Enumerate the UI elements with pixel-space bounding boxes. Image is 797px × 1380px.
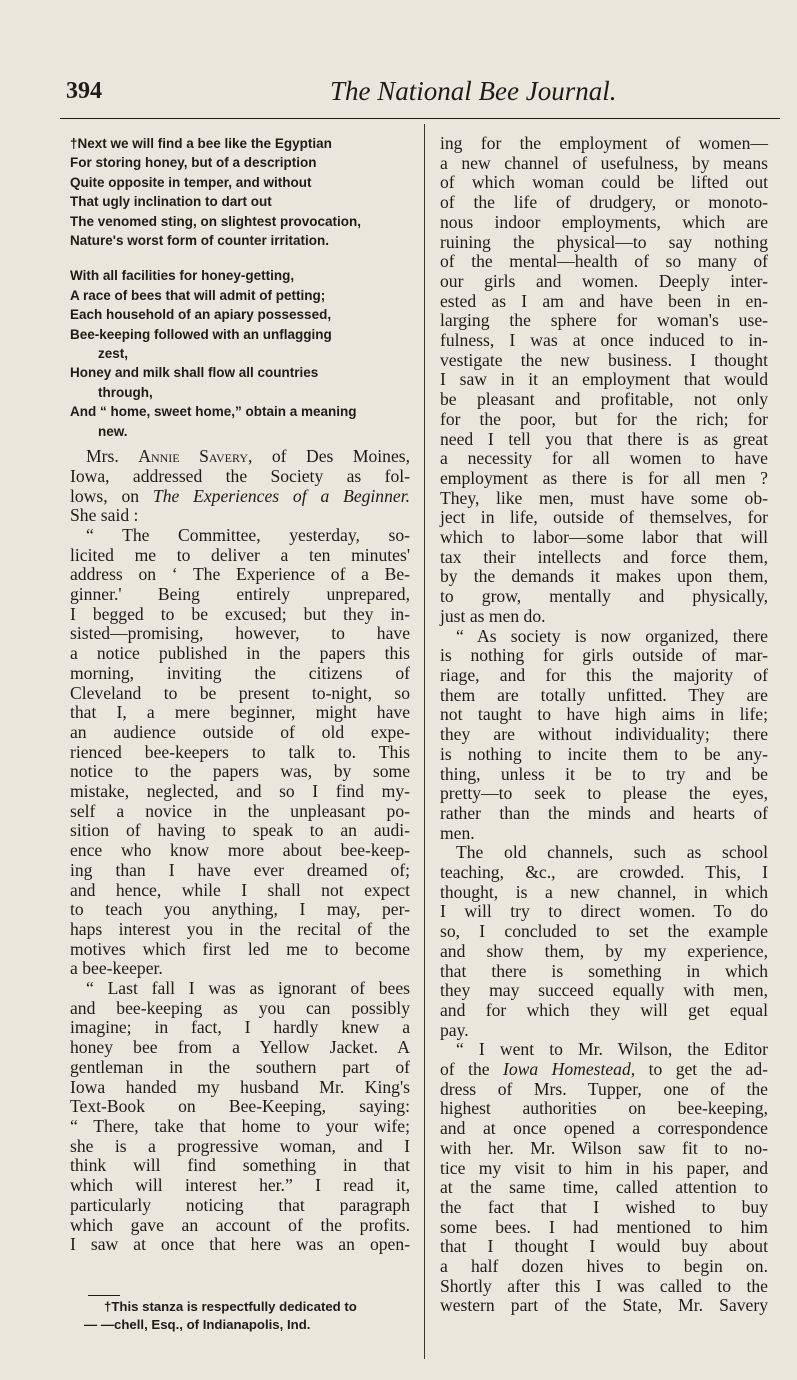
text-line: which gave an account of the profits. [70,1214,410,1235]
footnote-line: — —chell, Esq., of Indianapolis, Ind. [84,1317,311,1332]
text-line: need I tell you that there is as great [440,428,768,449]
poem-line: Honey and milk shall flow all countries [70,365,319,381]
text-line: ested as I am and have been in en- [440,290,768,311]
text-line: some bees. I had mentioned to him [440,1216,768,1237]
text-line: that there is something in which [440,960,768,981]
talk-title: The Experiences of a Beginner. [152,485,411,506]
text-line: and hence, while I shall not expect [70,879,410,900]
text-line: mistake, neglected, and so I find my- [70,781,410,802]
text-line: that I, a mere beginner, might have [70,702,410,723]
text-line: “ The Committee, yesterday, so- [86,524,410,545]
text-line: ing for the employment of women— [440,133,768,153]
text-line: to teach you anything, I may, per- [70,899,410,920]
intro-prefix: lows, on [70,485,153,506]
paragraph [440,1040,768,1316]
poem-line: Quite opposite in temper, and without [70,174,312,190]
text-line: that I thought I would buy about [440,1236,768,1257]
poem-stanza [70,266,410,441]
poem-line: Nature's worst form of counter irritation. [70,233,329,249]
poem-line: And “ home, sweet home,” obtain a meaning [70,404,357,420]
text-line: western part of the State, Mr. Savery [440,1295,768,1316]
text-line: of the life of drudgery, or monoto- [440,192,768,213]
left-column [70,134,410,1255]
text-line: she is a progressive woman, and I [70,1135,410,1156]
article-intro [70,447,410,526]
text-line: self a novice in the unpleasant po- [70,800,410,821]
footnote-line: †This stanza is respectfully dedicated to [104,1299,357,1314]
text-line: rienced bee-keepers to talk to. This [70,741,410,762]
newspaper-name: Iowa Homestead, [503,1059,636,1080]
text-line: our girls and women. Deeply inter- [440,270,768,291]
text-line: I saw at once that here was an open- [70,1234,410,1255]
page-number: 394 [66,78,102,104]
text-line: sisted—promising, however, to have [70,623,410,644]
text-fragment: of the [440,1059,503,1080]
paragraph [440,843,768,1040]
poem-line: That ugly inclination to dart out [70,194,272,210]
paragraph [70,526,410,979]
text-line [440,1060,768,1080]
text-line: “ As society is now organized, there [456,625,768,646]
text-line: pay. [440,1019,469,1040]
text-line: “ There, take that home to your wife; [70,1116,410,1136]
text-line: gentleman in the southern part of [70,1056,410,1077]
text-line: haps interest you in the recital of the [70,918,410,939]
intro-line [70,447,410,467]
text-line: motives which first led me to become [70,938,410,959]
text-line: just as men do. [440,605,546,626]
text-line: not taught to have high aims in life; [440,704,768,725]
text-line: think will find something in that [70,1155,410,1176]
poem-line: †Next we will find a bee like the Egyptian [70,136,332,151]
intro-prefix: Mrs. [86,446,139,467]
text-line: and bee-keeping as you can possibly [70,997,410,1018]
text-line: a half dozen hives to begin on. [440,1256,768,1277]
poem-line: For storing honey, but of a description [70,155,317,171]
text-line: rather than the minds and hearts of [440,802,768,823]
text-line: sition of having to speak to an audi- [70,820,410,841]
text-line: a necessity for all women to have [440,448,768,469]
text-line: men. [440,822,475,843]
right-column [440,134,768,1316]
column-divider [424,124,425,1359]
text-line: address on ‘ The Experience of a Be- [70,564,410,585]
text-line: an audience outside of old expe- [70,721,410,742]
text-fragment: to get the ad- [635,1059,769,1080]
text-line: fulness, I was at once induced to in- [440,330,768,351]
text-line: Iowa handed my husband Mr. King's [70,1076,410,1097]
text-line: Shortly after this I was called to the [440,1275,768,1296]
intro-suffix: , of Des Moines, [247,446,410,467]
text-line: ruining the physical—to say nothing [440,231,768,252]
poem [70,134,410,441]
text-line: highest authorities on bee-keeping, [440,1098,768,1119]
text-line: “ Last fall I was as ignorant of bees [86,978,410,999]
poem-line: A race of bees that will admit of petting; [70,287,326,303]
text-line: a bee-keeper. [70,958,163,979]
poem-line: new. [98,423,128,439]
text-line: at the same time, called attention to [440,1177,768,1198]
text-line: dress of Mrs. Tupper, one of the [440,1078,768,1099]
text-line: employment as there is for all men ? [440,467,768,488]
text-line: them are totally unfitted. They are [440,684,768,705]
paragraph [440,627,768,844]
text-line: of the mental—health of so many of [440,251,768,272]
text-line: a notice published in the papers this [70,643,410,664]
text-line: particularly noticing that paragraph [70,1194,410,1215]
text-line: riage, and for this the majority of [440,664,768,685]
text-line: which will interest her.” I read it, [70,1175,410,1196]
text-line: with her. Mr. Wilson saw fit to no- [440,1137,768,1158]
text-line: so, I concluded to set the example [440,921,768,942]
text-line: tice my visit to him in his paper, and [440,1157,768,1178]
text-line: ginner.' Being entirely unprepared, [70,584,410,605]
text-line: I will try to direct women. To do [440,901,768,922]
text-line: The old channels, such as school [456,842,768,863]
text-line: Text-Book on Bee-Keeping, saying: [70,1096,410,1117]
poem-line: Bee-keeping followed with an unflagging [70,326,332,342]
text-line: notice to the papers was, by some [70,761,410,782]
footnote [84,1298,414,1334]
header-rule [60,118,780,119]
poem-line: With all facilities for honey-getting, [70,268,295,284]
text-line: they may succeed equally with men, [440,980,768,1001]
text-line: “ I went to Mr. Wilson, the Editor [456,1039,768,1060]
poem-line: Each household of an apiary possessed, [70,307,332,323]
text-line: larging the sphere for woman's use- [440,310,768,331]
text-line: is nothing to incite them to be any- [440,743,768,764]
text-line: and for which they will get equal [440,999,768,1020]
text-line: nous indoor employments, which are [440,211,768,232]
text-line: They, like men, must have some ob- [440,487,768,508]
text-line: I begged to be excused; but they in- [70,603,410,624]
text-line: tax their intellects and force them, [440,546,768,567]
intro-line: She said : [70,505,139,526]
text-line: teaching, &c., are crowded. This, I [440,862,768,883]
text-line: licited me to deliver a ten minutes' [70,544,410,565]
text-line: honey bee from a Yellow Jacket. A [70,1037,410,1058]
text-line: is nothing for girls outside of mar- [440,645,768,666]
text-line: vestigate the new business. I thought [440,349,768,370]
text-line: which to labor—some labor that will [440,527,768,548]
text-line: pretty—to seek to please the eyes, [440,783,768,804]
page-header [60,74,760,118]
poem-line: The venomed sting, on slightest provocation, [70,213,362,229]
text-line: of which woman could be lifted out [440,172,768,193]
journal-title: The National Bee Journal. [330,76,617,106]
paragraph [70,979,410,1255]
paragraph-continuation [440,1080,768,1316]
text-line: thought, is a new channel, in which [440,881,768,902]
poem-line: through, [98,384,153,400]
text-line: for the poor, but for the rich; for [440,408,768,429]
poem-line: zest, [98,346,129,362]
text-line: ject in life, outside of themselves, for [440,507,768,528]
footnote-rule [88,1295,120,1296]
speaker-name: Annie Savery [138,446,248,467]
text-line: to grow, mentally and physically, [440,586,768,607]
text-line: thing, unless it be to try and be [440,763,768,784]
text-line: ing than I have ever dreamed of; [70,859,410,880]
text-line: the fact that I wished to buy [440,1196,768,1217]
paragraph [440,134,768,627]
text-line: imagine; in fact, I hardly knew a [70,1017,410,1038]
text-line: and show them, by my experience, [440,940,768,961]
intro-line: Iowa, addressed the Society as fol- [70,465,410,486]
intro-line [70,487,410,507]
text-line: I saw in it an employment that would [440,369,768,390]
text-line: by the demands it makes upon them, [440,566,768,587]
text-line: they are without individuality; there [440,724,768,745]
text-line: Cleveland to be present to-night, so [70,682,410,703]
text-line: be pleasant and profitable, not only [440,389,768,410]
poem-stanza [70,134,410,250]
text-line: ence who know more about bee-keep- [70,840,410,861]
text-line: morning, inviting the citizens of [70,662,410,683]
text-line: and at once opened a correspondence [440,1118,768,1139]
text-line: a new channel of usefulness, by means [440,152,768,173]
